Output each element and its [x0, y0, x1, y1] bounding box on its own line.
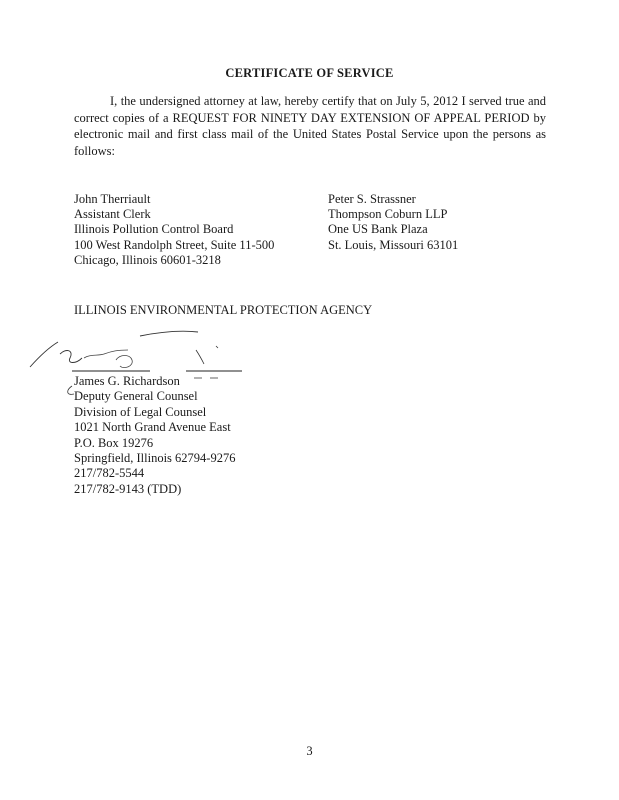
signer-title: Deputy General Counsel: [74, 389, 198, 404]
signer-tdd: 217/782-9143 (TDD): [74, 481, 182, 496]
signature-stroke: [60, 351, 82, 363]
page-number: 3: [306, 744, 313, 758]
signature-stroke: [30, 342, 58, 367]
signature-stroke: [140, 331, 198, 336]
recipient-left-line: 100 West Randolph Street, Suite 11-500: [74, 237, 275, 252]
signature-stroke: [84, 350, 128, 358]
signature-stroke: [196, 350, 204, 364]
signer-division: Division of Legal Counsel: [74, 404, 207, 419]
certificate-title: CERTIFICATE OF SERVICE: [225, 66, 394, 80]
recipient-address-right: [328, 192, 458, 253]
signer-street: 1021 North Grand Avenue East: [74, 420, 231, 435]
certification-paragraph: I, the undersigned attorney at law, hereby certify that on July 5, 2012 I served true and correct copies of a REQUEST FOR NINETY DAY EXTENSION OF APPEAL PERIOD by electronic mail and first class mail of the United States Postal Service upon the persons as follows:: [74, 94, 546, 158]
signer-name: James G. Richardson: [74, 374, 180, 388]
signature-stroke: [216, 346, 218, 348]
recipient-address-left: [74, 192, 274, 268]
signature-stroke: [116, 356, 132, 368]
signer-block: [74, 374, 235, 497]
signer-phone: 217/782-5544: [74, 466, 145, 481]
recipient-right-line: One US Bank Plaza: [328, 222, 428, 237]
agency-name: ILLINOIS ENVIRONMENTAL PROTECTION AGENCY: [74, 303, 373, 317]
recipient-left-line: Assistant Clerk: [74, 207, 151, 222]
recipient-left-line: Chicago, Illinois 60601-3218: [74, 252, 221, 267]
recipient-right-line: Peter S. Strassner: [328, 192, 416, 206]
signer-city: Springfield, Illinois 62794-9276: [74, 451, 236, 466]
recipient-left-line: Illinois Pollution Control Board: [74, 222, 234, 237]
recipient-left-line: John Therriault: [74, 192, 151, 206]
signer-po-box: P.O. Box 19276: [74, 435, 154, 450]
recipient-right-line: Thompson Coburn LLP: [328, 207, 448, 222]
recipient-right-line: St. Louis, Missouri 63101: [328, 237, 459, 252]
